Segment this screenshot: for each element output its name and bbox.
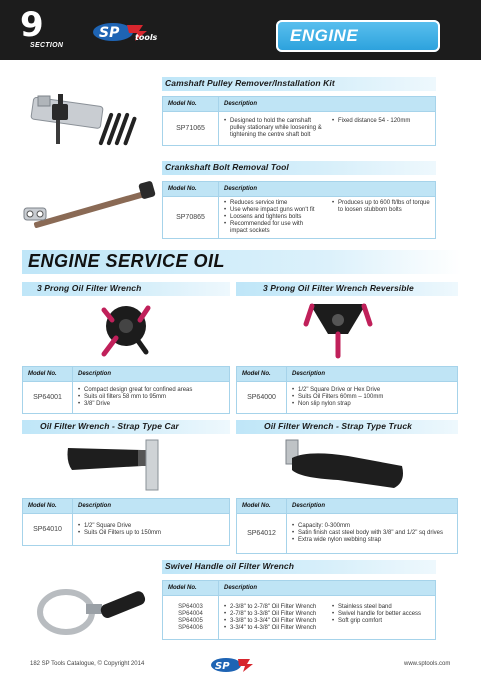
model-number: SP64000 <box>237 382 287 414</box>
description-cell <box>219 197 436 239</box>
footer-website[interactable]: www.sptools.com <box>404 661 451 667</box>
feature-item: • Fixed distance 54 - 120mm <box>332 118 430 125</box>
feature-list <box>78 523 224 537</box>
model-number: SP64003 <box>178 603 203 610</box>
col-description-header: Description <box>287 499 458 514</box>
footer-sp-tools-logo <box>210 656 262 674</box>
strap-truck-spec-table <box>236 498 458 554</box>
model-number: SP64005 <box>178 617 203 624</box>
swivel-title-bar <box>162 560 436 574</box>
model-number: SP70865 <box>163 197 219 239</box>
col-model-header: Model No. <box>237 499 287 514</box>
col-description-header: Description <box>219 581 436 596</box>
feature-list <box>78 387 224 408</box>
feature-item: • 1/2" Square Drive or Hex Drive <box>292 387 452 394</box>
camshaft-title-bar <box>162 77 436 91</box>
feature-item: • Loosens and tightens bolts <box>224 214 322 221</box>
crankshaft-tool-image <box>22 178 162 238</box>
feature-item: • Non slip nylon strap <box>292 401 452 408</box>
feature-item: • Designed to hold the camshaft pulley stationary while loosening & tightening the centre shaft bolt <box>224 118 322 139</box>
svg-text:SP: SP <box>215 661 230 672</box>
description-cell <box>219 112 436 146</box>
camshaft-spec-table <box>162 96 436 146</box>
engine-service-oil-title-bar <box>22 250 462 274</box>
feature-list <box>224 200 322 235</box>
col-model-header: Model No. <box>237 367 287 382</box>
description-cell <box>73 514 230 546</box>
feature-list <box>332 604 430 625</box>
crankshaft-title-bar <box>162 161 436 175</box>
col-description-header: Description <box>219 182 436 197</box>
swivel-spec-table <box>162 580 436 640</box>
swivel-title: Swivel Handle oil Filter Wrench <box>165 561 295 571</box>
col-model-header: Model No. <box>23 499 73 514</box>
model-numbers <box>163 596 219 640</box>
feature-list <box>292 387 452 408</box>
engine-badge-label: ENGINE <box>290 26 359 45</box>
feature-item: • Reduces service time <box>224 200 322 207</box>
engine-badge <box>276 20 440 52</box>
feature-item: • 3/8" Drive <box>78 401 224 408</box>
model-number: SP64001 <box>23 382 73 414</box>
col-description-header: Description <box>287 367 458 382</box>
strap-car-title-bar <box>22 420 230 434</box>
page-header <box>0 0 481 60</box>
feature-item: • Recommended for use with impact sockets <box>224 221 322 235</box>
section-label: SECTION <box>30 42 64 49</box>
strap-car-wrench-image <box>62 436 172 492</box>
prong-rev-title: 3 Prong Oil Filter Wrench Reversible <box>263 283 414 293</box>
feature-list <box>224 604 322 632</box>
feature-item: • 3-3/4" to 4-3/8" Oil Filter Wrench <box>224 625 322 632</box>
description-cell <box>287 514 458 554</box>
feature-item: • Capacity: 0-300mm <box>292 523 452 530</box>
model-number: SP64006 <box>178 624 203 631</box>
feature-item: • Extra wide nylon webbing strap <box>292 537 452 544</box>
section-number: 9 <box>20 5 44 45</box>
feature-item: • Suits Oil Filters 60mm – 100mm <box>292 394 452 401</box>
camshaft-title: Camshaft Pulley Remover/Installation Kit <box>165 78 335 88</box>
feature-item: • Suits Oil Filters up to 150mm <box>78 530 224 537</box>
prong-wrench-image <box>86 298 166 360</box>
feature-list <box>332 118 430 125</box>
feature-item: • Use where impact guns won't fit <box>224 207 322 214</box>
sp-tools-logo <box>91 21 161 43</box>
feature-item: • 2-3/8" to 2-7/8" Oil Filter Wrench <box>224 604 322 611</box>
model-number: SP64004 <box>178 610 203 617</box>
description-cell <box>219 596 436 640</box>
feature-item: • Swivel handle for better access <box>332 611 430 618</box>
description-cell <box>287 382 458 414</box>
model-number: SP71065 <box>163 112 219 146</box>
feature-list <box>332 200 430 214</box>
model-number: SP64012 <box>237 514 287 554</box>
crankshaft-spec-table <box>162 181 436 239</box>
engine-service-oil-title: ENGINE SERVICE OIL <box>28 251 226 271</box>
crankshaft-title: Crankshaft Bolt Removal Tool <box>165 162 289 172</box>
col-model-header: Model No. <box>163 182 219 197</box>
strap-car-spec-table <box>22 498 230 546</box>
description-cell <box>73 382 230 414</box>
feature-item: • Stainless steel band <box>332 604 430 611</box>
feature-item: • 2-7/8" to 3-3/8" Oil Filter Wrench <box>224 611 322 618</box>
strap-truck-wrench-image <box>278 436 408 494</box>
svg-text:tools: tools <box>135 33 158 42</box>
col-model-header: Model No. <box>163 97 219 112</box>
strap-truck-title-bar <box>236 420 458 434</box>
camshaft-tool-image <box>28 94 138 154</box>
feature-item: • Satin finish cast steel body with 3/8" and 1/2" sq drives <box>292 530 452 537</box>
swivel-wrench-image <box>30 578 150 640</box>
strap-car-title: Oil Filter Wrench - Strap Type Car <box>40 421 179 431</box>
feature-list <box>292 523 452 544</box>
footer-copyright: 182 SP Tools Catalogue, © Copyright 2014 <box>30 661 145 667</box>
strap-truck-title: Oil Filter Wrench - Strap Type Truck <box>264 421 412 431</box>
feature-item: • 3-3/8" to 3-3/4" Oil Filter Wrench <box>224 618 322 625</box>
feature-list <box>224 118 322 139</box>
prong-rev-wrench-image <box>300 298 376 360</box>
feature-item: • Produces up to 600 ft/lbs of torque to loosen stubborn bolts <box>332 200 430 214</box>
col-model-header: Model No. <box>23 367 73 382</box>
feature-item: • Suits oil filters 58 mm to 95mm <box>78 394 224 401</box>
feature-item: • Soft grip comfort <box>332 618 430 625</box>
prong-spec-table <box>22 366 230 414</box>
svg-text:SP: SP <box>99 25 120 41</box>
model-number: SP64010 <box>23 514 73 546</box>
col-model-header: Model No. <box>163 581 219 596</box>
prong-title: 3 Prong Oil Filter Wrench <box>37 283 142 293</box>
prong-rev-spec-table <box>236 366 458 414</box>
feature-item: • 1/2" Square Drive <box>78 523 224 530</box>
prong-rev-title-bar <box>236 282 458 296</box>
col-description-header: Description <box>219 97 436 112</box>
feature-item: • Compact design great for confined areas <box>78 387 224 394</box>
col-description-header: Description <box>73 499 230 514</box>
col-description-header: Description <box>73 367 230 382</box>
prong-title-bar <box>22 282 230 296</box>
